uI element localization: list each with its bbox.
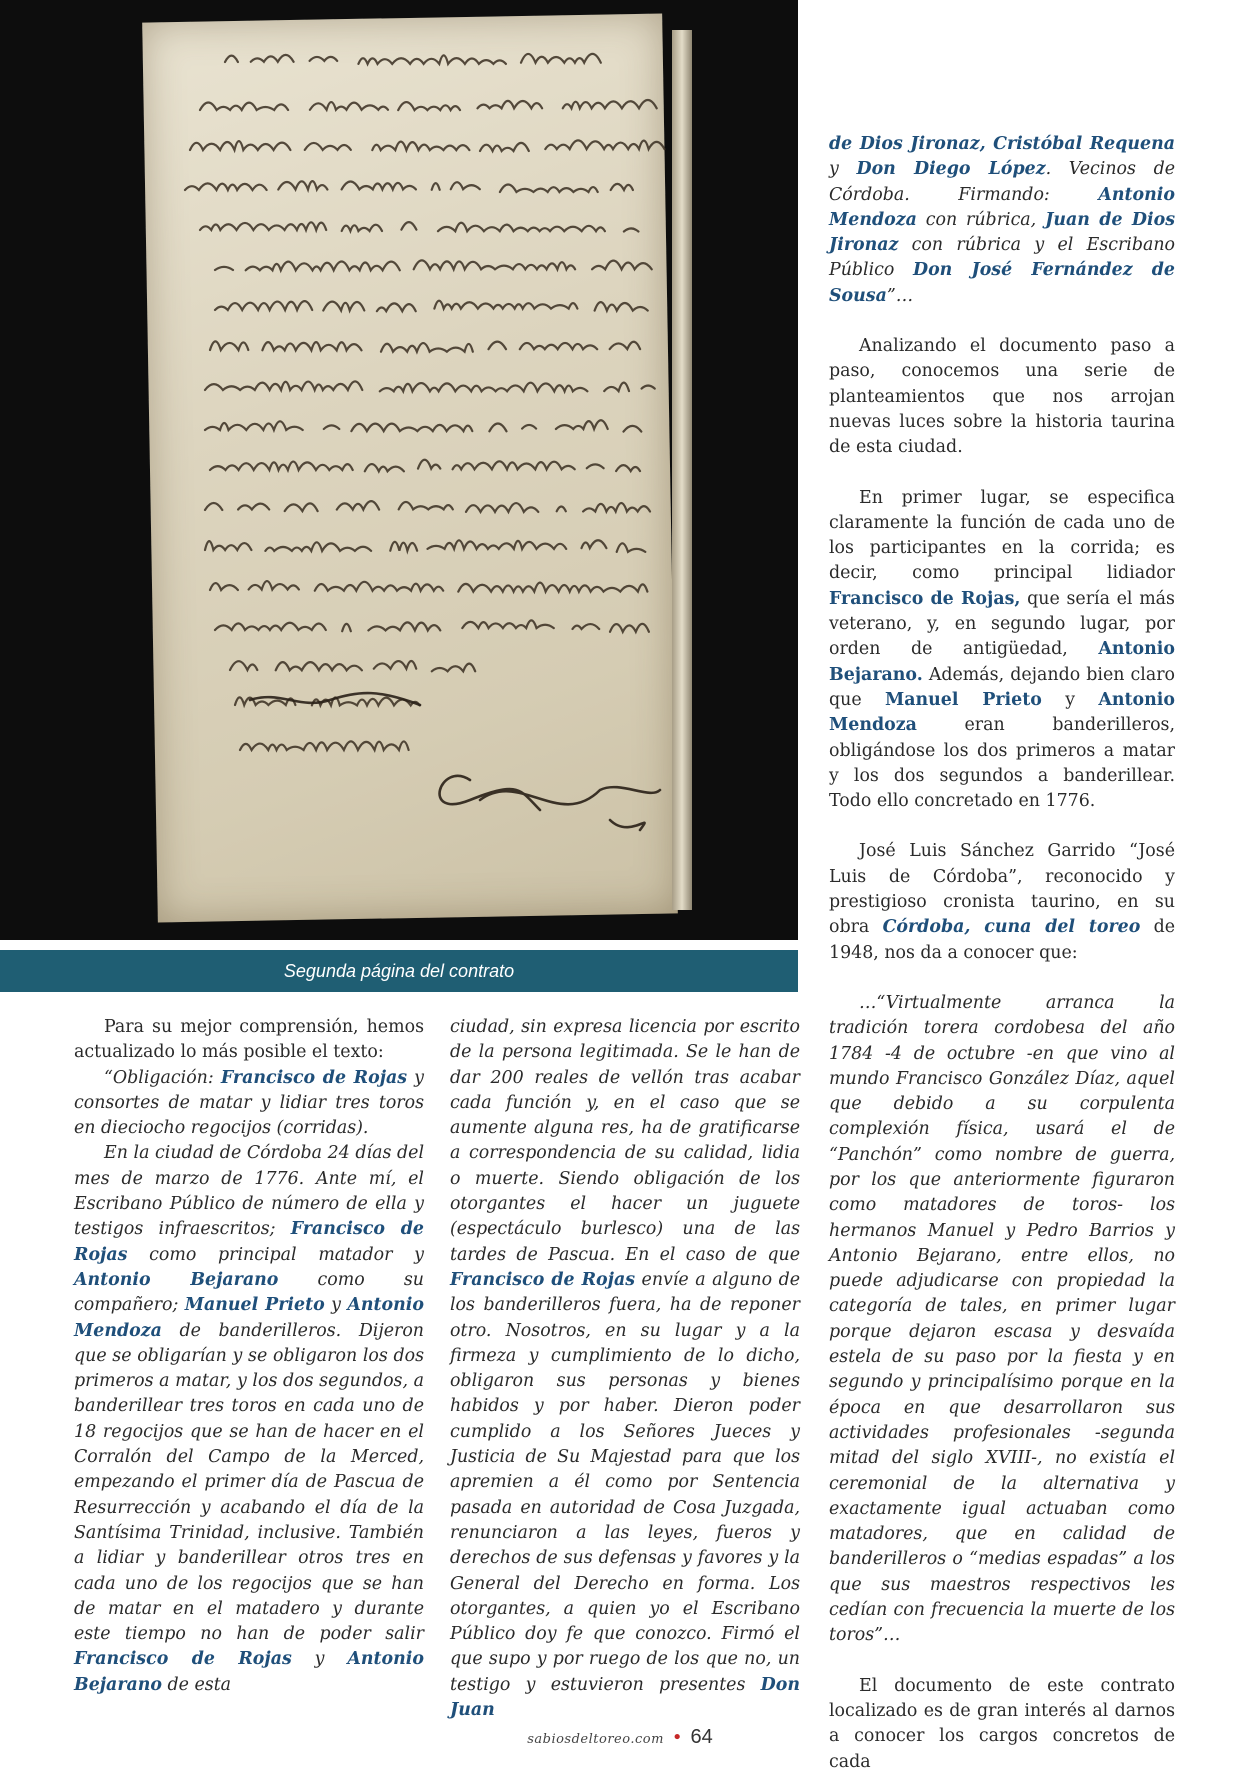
quote-ending: de Dios Jironaz, Cristóbal Requena y Don Diego López. Vecinos de Córdoba. Firmando: Antonio Mendoza con rúbrica, Juan de Dios Jironaz con rúbrica y el Escribano Público Don José Fernández de Sousa”…: [829, 134, 1175, 306]
handwriting-line: [225, 54, 601, 64]
closing-paragraph: El documento de este contrato localizado es de gran interés al darnos a conocer los cargos concretos de cada: [829, 1675, 1175, 1772]
column-2: [450, 1015, 800, 1723]
handwriting-line: [205, 540, 645, 552]
column-3: [829, 132, 1175, 1775]
column-1: [74, 1015, 424, 1698]
handwriting-line: [200, 222, 651, 231]
handwriting-line: [210, 341, 640, 351]
chronicler-quote: …“Virtualmente arranca la tradición torera cordobesa del año 1784 -4 de octubre -en que vino al mundo Francisco González Díaz, aquel que debido a su corpulenta complexión física, usará el de “Panchón” como nombre de guerra, por los que anteriormente figuraron como matadores de toros- los hermanos Manuel y Pedro Barrios y Antonio Bejarano, entre ellos, no puede adjudicarse con propiedad la categoría de tales, en primer lugar porque dejaron escasa y desvaída estela de su paso por la fiesta y en segundo y principalísimo porque en la época en que desarrollaron sus actividades profesionales -segunda mitad del siglo XVIII-, no existía el ceremonial de la alternativa y exactamente igual actuaban como matadores, que en calidad de banderilleros o “medias espadas” a los que sus maestros respectivos les cedían con frecuencia la muerte de los toros”…: [829, 992, 1175, 1646]
intro-paragraph: Para su mejor comprensión, hemos actualizado lo más posible el texto:: [74, 1017, 424, 1063]
handwriting-line: [185, 181, 645, 192]
handwriting-line: [215, 620, 649, 631]
analysis-paragraph: Analizando el documento paso a paso, conocemos una serie de planteamientos que nos arrojan nuevas luces sobre la historia taurina de esta ciudad.: [829, 336, 1175, 458]
handwriting-line: [210, 460, 640, 472]
handwriting-line: [205, 420, 662, 431]
handwriting-line: [210, 581, 647, 592]
handwriting-strokes: [0, 0, 798, 940]
handwriting-line: [215, 260, 652, 270]
handwriting-line: [190, 140, 665, 151]
page-number: 64: [690, 1726, 713, 1748]
quote-body: En la ciudad de Córdoba 24 días del mes de marzo de 1776. Ante mí, el Escribano Público de número de ella y testigos infraescritos; Francisco de Rojas como principal matador y Antonio Bejarano como su compañero; Manuel Prieto y Antonio Mendoza de banderilleros. Dijeron que se obligarían y se obligaron los dos primeros a matar, y los dos segundos, a banderillear tres toros en cada uno de 18 regocijos que se han de hacer en el Corralón del Campo de la Merced, empezando el primer día de Pascua de Resurrección y acabando el día de la Santísima Trinidad, inclusive. También a lidiar y banderillear otros tres en cada uno de los regocijos que se han de matar en el matadero y durante este tiempo no han de poder salir Francisco de Rojas y Antonio Bejarano de esta: [74, 1143, 424, 1695]
page-footer: [0, 1726, 1240, 1749]
handwriting-line: [205, 381, 655, 391]
quote-continuation: ciudad, sin expresa licencia por escrito de la persona legitimada. Se le han de dar 200 reales de vellón tras acabar cada función y, en el caso que se aumente alguna res, ha de gratificarse a correspondencia de su calidad, lidia o muerte. Siendo obligación de los otorgantes el hacer un juguete (espectáculo burlesco) una de las tardes de Pascua. En el caso de que Francisco de Rojas envíe a alguno de los banderilleros fuera, ha de reponer otro. Nosotros, en su lugar y a la firmeza y cumplimiento de lo dicho, obligaron sus personas y bienes habidos y por haber. Dieron poder cumplido a los Señores Jueces y Justicia de Su Majestad para que los apremien a él como por Sentencia pasada en autoridad de Cosa Juzgada, renunciaron a las leyes, fueros y derechos de sus defensas y favores y la General del Derecho en forma. Los otorgantes, a quien yo el Escribano Público doy fe que conozco. Firmó el que supo y por ruego de los que no, un testigo y estuvieron presentes Don Juan: [450, 1017, 800, 1721]
handwriting-line: [240, 741, 409, 750]
roles-paragraph: En primer lugar, se especifica claramente la función de cada uno de los participantes en la corrida; es decir, como principal lidiador Francisco de Rojas, que sería el más veterano, y, en segundo lugar, por orden de antigüedad, Antonio Bejarano. Además, dejando bien claro que Manuel Prieto y Antonio Mendoza eran banderilleros, obligándose los dos primeros a matar y los dos segundos a banderillear. Todo ello concretado en 1776.: [829, 487, 1175, 812]
footer-bullet: •: [671, 1727, 683, 1748]
handwriting-line: [200, 100, 657, 110]
handwriting-line: [230, 661, 475, 671]
handwriting-line: [205, 501, 663, 512]
footer-site: sabiosdeltoreo.com: [527, 1732, 664, 1747]
handwriting-line: [215, 301, 648, 312]
chronicler-paragraph: José Luis Sánchez Garrido “José Luis de Córdoba”, reconocido y prestigioso cronista taurino, en su obra Córdoba, cuna del toreo de 1948, nos da a conocer que:: [829, 841, 1176, 963]
quote-title: “Obligación: Francisco de Rojas y consortes de matar y lidiar tres toros en dieciocho regocijos (corridas).: [74, 1067, 425, 1139]
manuscript-photo: [0, 0, 798, 940]
photo-caption: Segunda página del contrato: [0, 950, 798, 992]
